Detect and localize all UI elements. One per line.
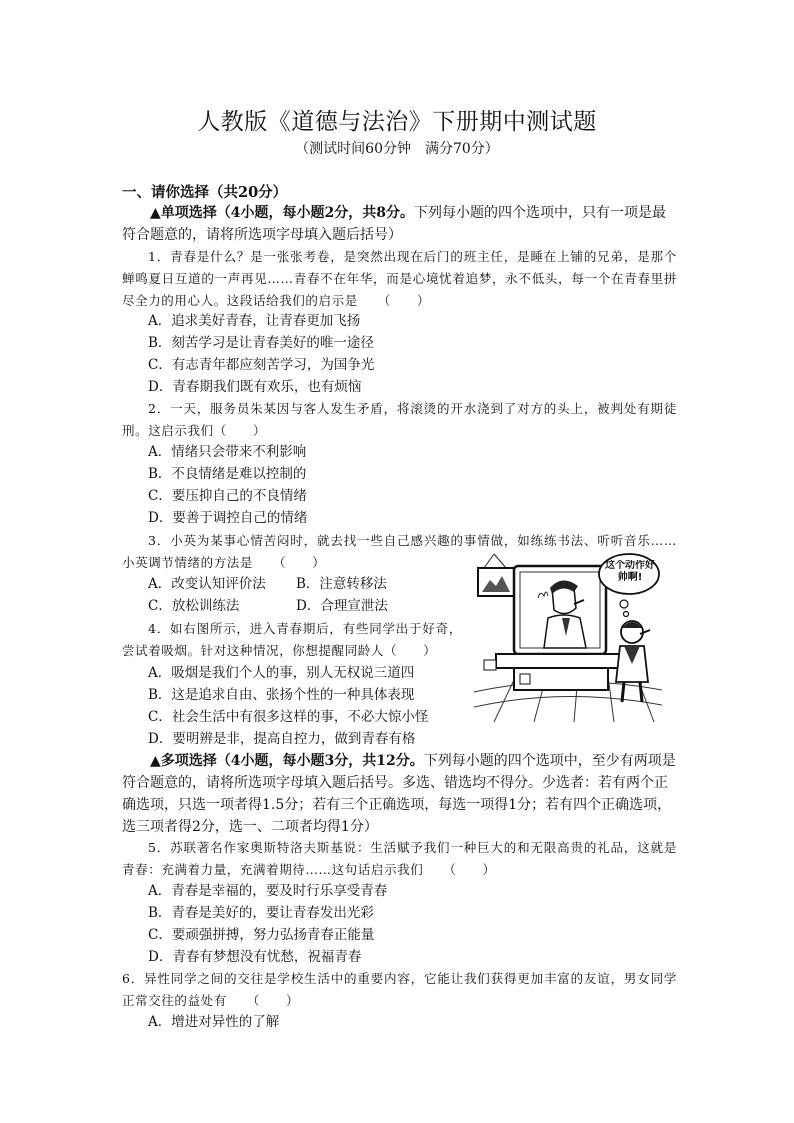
question-5-stem: 5．苏联著名作家奥斯特洛夫斯基说：生活赋予我们一种巨大的和无限高贵的礼品，这就是青春：充满着力量，充满着期待……这句话启示我们 （ ）	[122, 840, 677, 877]
question-5-option-a: A．青春是幸福的，要及时行乐享受青春	[148, 883, 388, 899]
question-5-option-b: B．青春是美好的，要让青春发出光彩	[148, 905, 374, 921]
section-heading-choice: 一、请你选择（共20分）	[122, 184, 288, 201]
single-choice-lead: ▲单项选择（4小题，每小题2分，共8分。	[150, 205, 414, 221]
smoking-illustration	[474, 552, 662, 722]
question-1-option-d: D．青春期我们既有欢乐，也有烦恼	[148, 379, 362, 395]
wall-picture	[478, 554, 514, 596]
exam-subtitle: （测试时间60分钟 满分70分）	[295, 141, 499, 157]
single-choice-rest: 下列每小题的四个选项中，只有一项是最符合题意的，请将所选项字母填入题后括号）	[122, 205, 666, 243]
question-3-stem: 3．小英为某事心情苦闷时，就去找一些自己感兴趣的事情做，如练练书法、听听音乐……小英调节情绪的方法是 （ ）	[122, 533, 677, 570]
multi-choice-instructions	[122, 750, 677, 838]
question-2-option-d: D．要善于调控自己的情绪	[148, 510, 308, 526]
question-6-option-a: A．增进对异性的了解	[148, 1014, 280, 1030]
question-6-stem: 6．异性同学之间的交往是学校生活中的重要内容，它能让我们获得更加丰富的友谊，男女同学正常交往的益处有 （ ）	[122, 971, 677, 1008]
smoking-illustration-drawing	[474, 552, 662, 722]
question-3-option-a: A．改变认知评价法	[148, 576, 266, 592]
question-4-option-c: C．社会生活中有很多这样的事，不必大惊小怪	[148, 709, 429, 725]
thought-bubble-text: 这个动作好帅啊!	[605, 560, 655, 583]
question-4-stem: 4．如右图所示，进入青春期后，有些同学出于好奇，尝试着吸烟。针对这种情况，你想提醒同龄人（ ）	[122, 621, 462, 658]
boy-figure	[616, 621, 650, 702]
multi-choice-rest: 下列每小题的四个选项中，至少有两项是符合题意的，请将所选项字母填入题后括号。多选、错选均不得分。少选者：若有两个正确选项，只选一项者得1.5分；若有三个正确选项，每选一项得1分；若有四个正确选项，选三项者得2分，选一、二项者均得1分）	[122, 753, 676, 835]
question-4-option-b: B．这是追求自由、张扬个性的一种具体表现	[148, 687, 415, 703]
question-3-options-cd	[148, 596, 388, 616]
question-5-option-c: C．要顽强拼搏，努力弘扬青春正能量	[148, 927, 375, 943]
question-4-option-a: A．吸烟是我们个人的事，别人无权说三道四	[148, 665, 415, 681]
question-2-option-c: C．要压抑自己的不良情绪	[148, 488, 307, 504]
question-3-option-b: B．注意转移法	[296, 576, 387, 592]
question-2-option-a: A．情绪只会带来不利影响	[148, 444, 307, 460]
question-3-option-c: C．放松训练法	[148, 598, 240, 614]
exam-title: 人教版《道德与法治》下册期中测试题	[197, 109, 597, 135]
question-1-stem: 1．青春是什么？是一张张考卷，是突然出现在后门的班主任，是睡在上铺的兄弟，是那个蝉鸣夏日互道的一声再见……青春不在年华，而是心境忧着追梦，永不低头，每一个在青春里拼尽全力的用心人。这段话给我们的启示是 （ ）	[122, 249, 677, 308]
question-5-option-d: D．青春有梦想没有忧愁，祝福青春	[148, 949, 362, 965]
question-2-stem: 2．一天，服务员朱某因与客人发生矛盾，将滚烫的开水浇到了对方的头上，被判处有期徒刑。这启示我们（ ）	[122, 401, 677, 438]
single-choice-instructions	[122, 202, 677, 246]
question-1-option-a: A．追求美好青春，让青春更加飞扬	[148, 313, 361, 329]
question-3-option-d: D．合理宣泄法	[296, 598, 388, 614]
question-4-option-d: D．要明辨是非，提高自控力，做到青春有格	[148, 731, 416, 747]
question-3-options-ab	[148, 574, 387, 594]
thought-bubble	[599, 554, 659, 617]
multi-choice-lead: ▲多项选择（4小题，每小题3分，共12分。	[150, 753, 424, 769]
question-1-option-b: B．刻苦学习是让青春美好的唯一途径	[148, 335, 374, 351]
question-2-option-b: B．不良情绪是难以控制的	[148, 466, 307, 482]
question-1-option-c: C．有志青年都应刻苦学习，为国争光	[148, 357, 375, 373]
